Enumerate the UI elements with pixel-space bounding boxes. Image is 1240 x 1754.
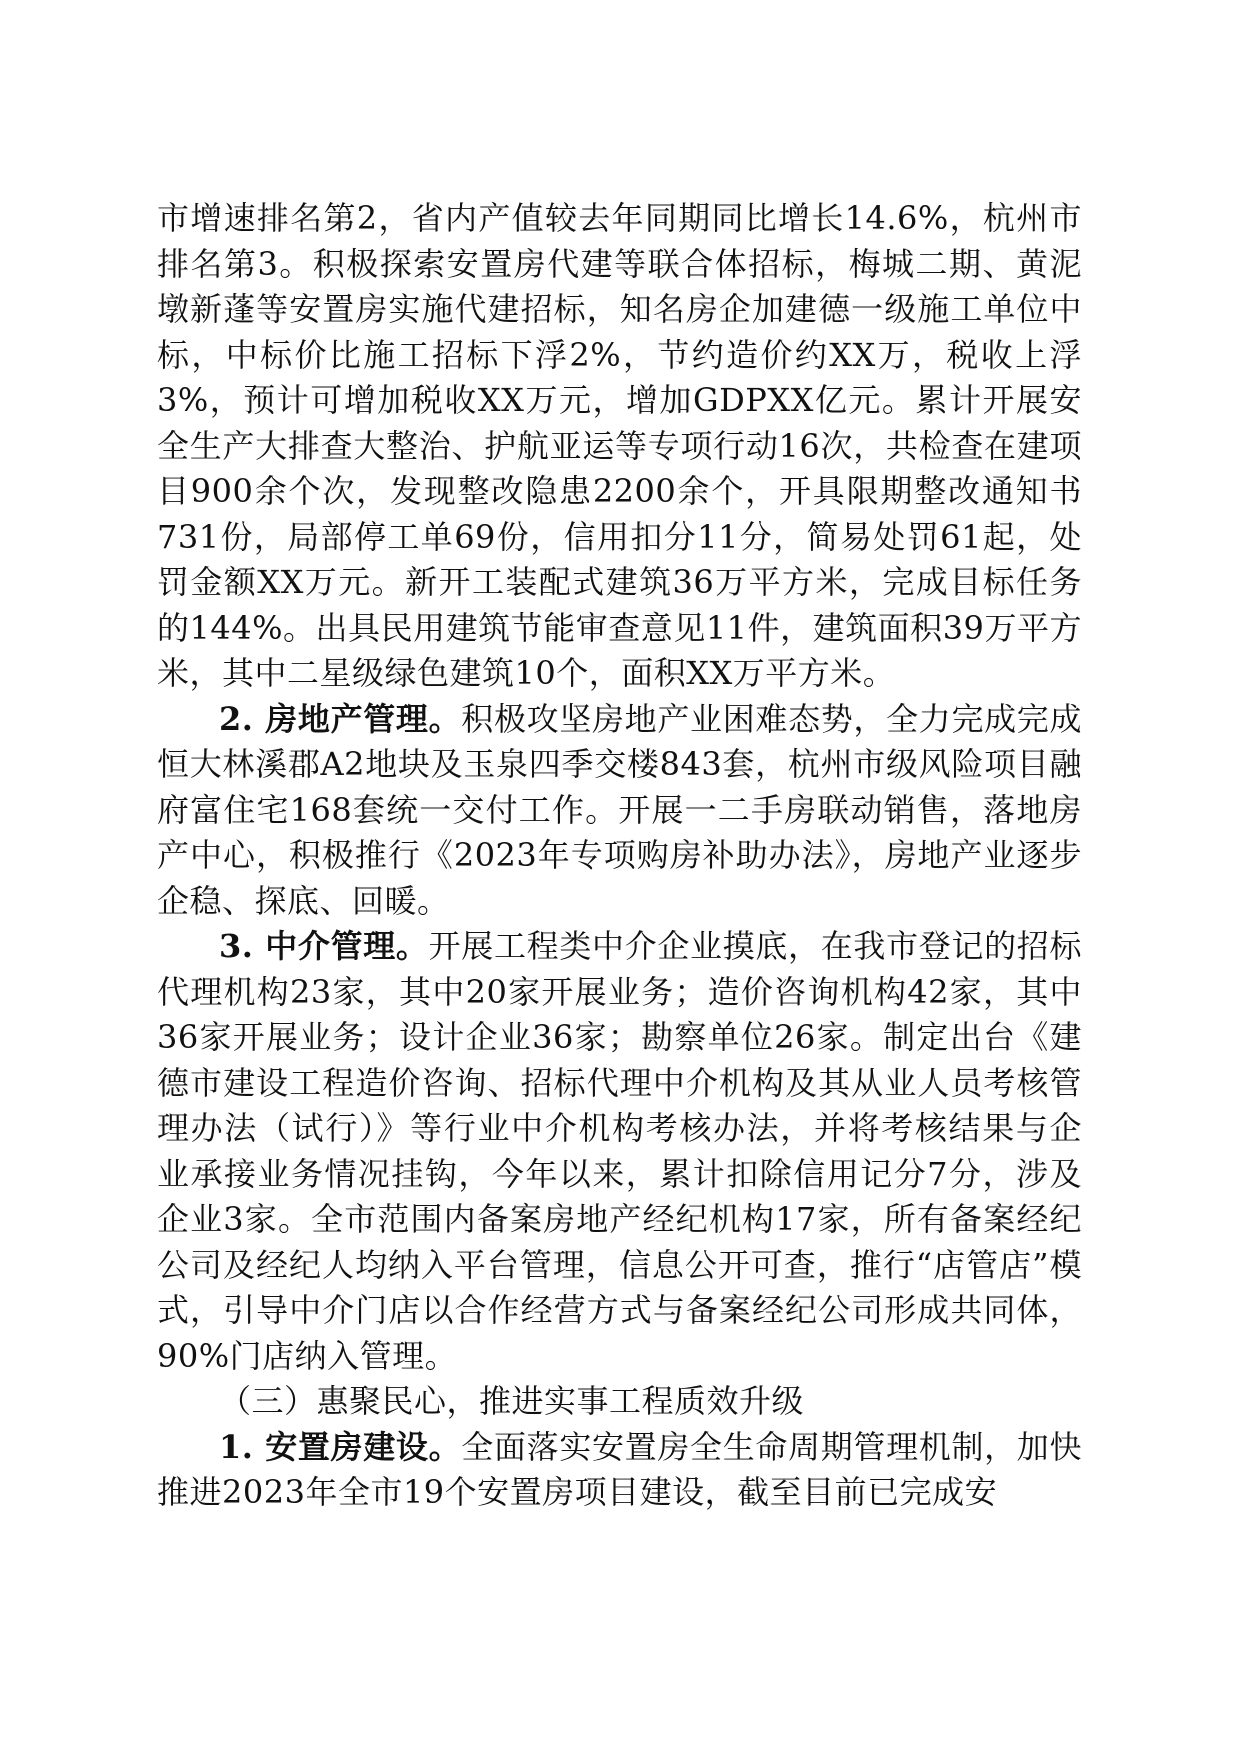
paragraph-text: 开展工程类中介企业摸底，在我市登记的招标代理机构23家，其中20家开展业务；造价咨询机构42家，其中36家开展业务；设计企业36家；勘察单位26家。制定出台《建德市建设工程造价咨询、招标代理中介机构及其从业人员考核管理办法（试行）》等行业中介机构考核办法，并将考核结果与企业承接业务情况挂钩，今年以来，累计扣除信用记分7分，涉及企业3家。全市范围内备案房地产经纪机构17家，所有备案经纪公司及经纪人均纳入平台管理，信息公开可查，推行“店管店”模式，引导中介门店以合作经营方式与备案经纪公司形成共同体，90%门店纳入管理。: [157, 927, 1082, 1375]
paragraph-lead: 3. 中介管理。: [219, 927, 429, 965]
section-heading: （三）惠聚民心，推进实事工程质效升级: [219, 1382, 805, 1420]
paragraph-text: 积极攻坚房地产业困难态势，全力完成完成恒大林溪郡A2地块及玉泉四季交楼843套，杭州市级风险项目融府富住宅168套统一交付工作。开展一二手房联动销售，落地房产中心，积极推行《2023年专项购房补助办法》，房地产业逐步企稳、探底、回暖。: [157, 699, 1082, 920]
paragraph-lead: 2. 房地产管理。: [219, 699, 462, 738]
paragraph-real-estate-management: [157, 697, 1082, 925]
paragraph-text: 市增速排名第2，省内产值较去年同期同比增长14.6%，杭州市排名第3。积极探索安置房代建等联合体招标，梅城二期、黄泥墩新蓬等安置房实施代建招标，知名房企加建德一级施工单位中标，中标价比施工招标下浮2%，节约造价约XX万，税收上浮3%，预计可增加税收XX万元，增加GDPXX亿元。累计开展安全生产大排查大整治、护航亚运等专项行动16次，共检查在建项目900余个次，发现整改隐患2200余个，开具限期整改通知书731份，局部停工单69份，信用扣分11分，简易处罚61起，处罚金额XX万元。新开工装配式建筑36万平方米，完成目标任务的144%。出具民用建筑节能审查意见11件，建筑面积39万平方米，其中二星级绿色建筑10个，面积XX万平方米。: [157, 199, 1082, 692]
paragraph-construction-summary: [157, 196, 1082, 697]
document-body: [157, 196, 1082, 1516]
paragraph-text: 全面落实安置房全生命周期管理机制，加快推进2023年全市19个安置房项目建设，截至目前已完成安: [157, 1427, 1082, 1511]
paragraph-lead: 1. 安置房建设。: [219, 1427, 462, 1466]
paragraph-resettlement-housing: [157, 1425, 1082, 1516]
paragraph-intermediary-management: [157, 924, 1082, 1379]
